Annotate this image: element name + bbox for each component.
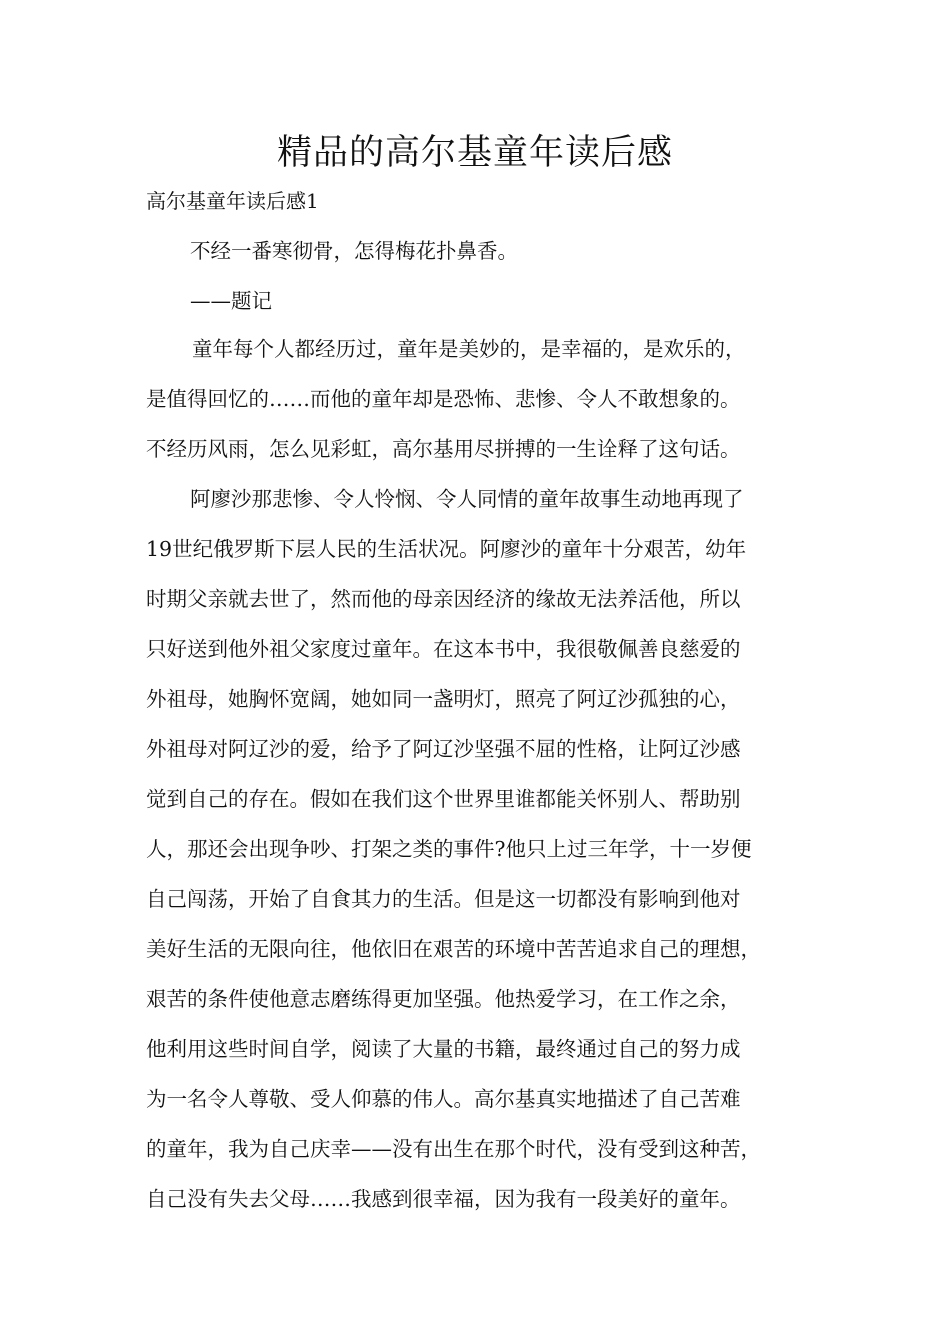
paragraph-line: 不经历风雨，怎么见彩虹，高尔基用尽拼搏的一生诠释了这句话。	[146, 437, 741, 461]
paragraph-line: 外祖母对阿辽沙的爱，给予了阿辽沙坚强不屈的性格，让阿辽沙感	[146, 737, 741, 761]
paragraph-line: 人，那还会出现争吵、打架之类的事件?他只上过三年学，十一岁便	[146, 837, 752, 861]
paragraph-line: 艰苦的条件使他意志磨练得更加坚强。他热爱学习，在工作之余，	[146, 987, 741, 1011]
paragraph-line: 自己闯荡，开始了自食其力的生活。但是这一切都没有影响到他对	[146, 887, 741, 911]
section-title: 高尔基童年读后感1	[146, 189, 319, 213]
paragraph-line: 阿廖沙那悲惨、令人怜悯、令人同情的童年故事生动地再现了	[190, 487, 744, 511]
paragraph-line: 的童年，我为自己庆幸——没有出生在那个时代，没有受到这种苦，	[146, 1137, 761, 1161]
paragraph-line: 只好送到他外祖父家度过童年。在这本书中，我很敬佩善良慈爱的	[146, 637, 741, 661]
epigraph-attribution: ——题记	[190, 289, 272, 313]
epigraph-line: 不经一番寒彻骨，怎得梅花扑鼻香。	[190, 239, 518, 263]
paragraph-line: 觉到自己的存在。假如在我们这个世界里谁都能关怀别人、帮助别	[146, 787, 741, 811]
paragraph-line: 他利用这些时间自学，阅读了大量的书籍，最终通过自己的努力成	[146, 1037, 741, 1061]
paragraph-line: 自己没有失去父母……我感到很幸福，因为我有一段美好的童年。	[146, 1187, 741, 1211]
paragraph-line: 美好生活的无限向往，他依旧在艰苦的环境中苦苦追求自己的理想，	[146, 937, 761, 961]
paragraph-line: 是值得回忆的……而他的童年却是恐怖、悲惨、令人不敢想象的。	[146, 387, 741, 411]
paragraph-line: 为一名令人尊敬、受人仰慕的伟人。高尔基真实地描述了自己苦难	[146, 1087, 741, 1111]
paragraph-line: 时期父亲就去世了，然而他的母亲因经济的缘故无法养活他，所以	[146, 587, 741, 611]
document-title: 精品的高尔基童年读后感	[276, 133, 673, 173]
paragraph-line: 19世纪俄罗斯下层人民的生活状况。阿廖沙的童年十分艰苦，幼年	[146, 537, 747, 561]
paragraph-line: 外祖母，她胸怀宽阔，她如同一盏明灯，照亮了阿辽沙孤独的心，	[146, 687, 741, 711]
paragraph-line: 童年每个人都经历过，童年是美妙的，是幸福的，是欢乐的，	[192, 337, 746, 361]
